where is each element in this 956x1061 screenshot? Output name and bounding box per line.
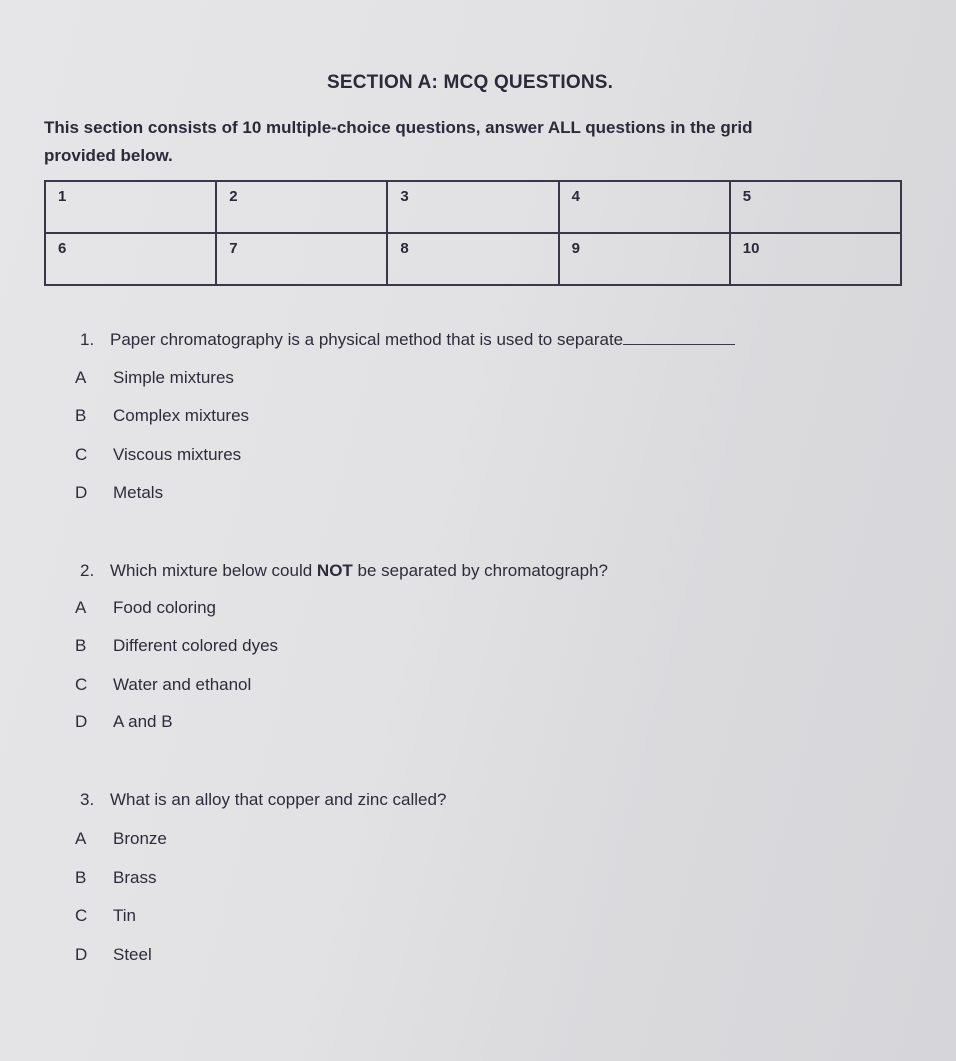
section-instructions [44,114,844,170]
question-3-option-b[interactable] [75,868,156,888]
option-letter: D [75,483,88,502]
option-text: Complex mixtures [113,406,250,425]
option-text: Metals [113,483,164,502]
question-1-option-c[interactable] [75,445,241,465]
question-1-option-b[interactable] [75,406,249,426]
option-text: Tin [113,906,136,925]
answer-cell-7[interactable]: 7 [216,233,387,285]
option-letter: C [75,906,88,925]
option-letter: B [75,406,87,425]
option-text: Water and ethanol [113,675,252,694]
option-letter: D [75,945,88,964]
question-1-option-d[interactable] [75,483,163,503]
option-letter: D [75,712,88,731]
question-number: 3. [80,790,95,809]
question-2-option-b[interactable] [75,636,278,656]
answer-cell-4[interactable]: 4 [559,181,730,233]
option-letter: A [75,598,87,617]
answer-grid [44,180,902,286]
question-number: 2. [80,561,95,580]
question-1 [80,330,735,350]
question-2-option-d[interactable] [75,712,173,732]
instructions-line-1: This section consists of 10 multiple-choice questions, answer ALL questions in the grid [44,118,753,137]
option-text: Bronze [113,829,167,848]
question-2 [80,561,608,581]
option-text: Food coloring [113,598,217,617]
question-2-option-a[interactable] [75,598,216,618]
question-3-option-d[interactable] [75,945,152,965]
option-letter: C [75,445,88,464]
answer-blank [623,343,735,345]
question-text-emphasis: NOT [316,561,353,580]
question-1-option-a[interactable] [75,368,234,388]
answer-cell-3[interactable]: 3 [387,181,558,233]
answer-grid-row [45,181,901,233]
answer-cell-9[interactable]: 9 [559,233,730,285]
option-letter: B [75,868,87,887]
option-letter: B [75,636,87,655]
section-heading: SECTION A: MCQ QUESTIONS. [327,72,614,93]
question-2-option-c[interactable] [75,675,251,695]
answer-cell-8[interactable]: 8 [387,233,558,285]
option-text: Viscous mixtures [113,445,242,464]
option-letter: C [75,675,88,694]
answer-cell-10[interactable]: 10 [730,233,901,285]
option-text: Different colored dyes [113,636,279,655]
question-text-end: be separated by chromatograph? [352,561,608,580]
question-text: What is an alloy that copper and zinc called? [110,790,447,809]
option-text: Steel [113,945,152,964]
answer-cell-6[interactable]: 6 [45,233,216,285]
option-letter: A [75,368,87,387]
option-letter: A [75,829,87,848]
question-3-option-c[interactable] [75,906,136,926]
question-text-start: Which mixture below could [110,561,317,580]
question-number: 1. [80,330,95,349]
answer-grid-row [45,233,901,285]
answer-cell-5[interactable]: 5 [730,181,901,233]
instructions-line-2: provided below. [44,146,173,165]
question-text: Paper chromatography is a physical method that is used to separate [110,330,624,349]
answer-cell-1[interactable]: 1 [45,181,216,233]
question-3 [80,790,446,810]
question-3-option-a[interactable] [75,829,167,849]
answer-cell-2[interactable]: 2 [216,181,387,233]
option-text: Brass [113,868,157,887]
option-text: Simple mixtures [113,368,234,387]
option-text: A and B [113,712,173,731]
